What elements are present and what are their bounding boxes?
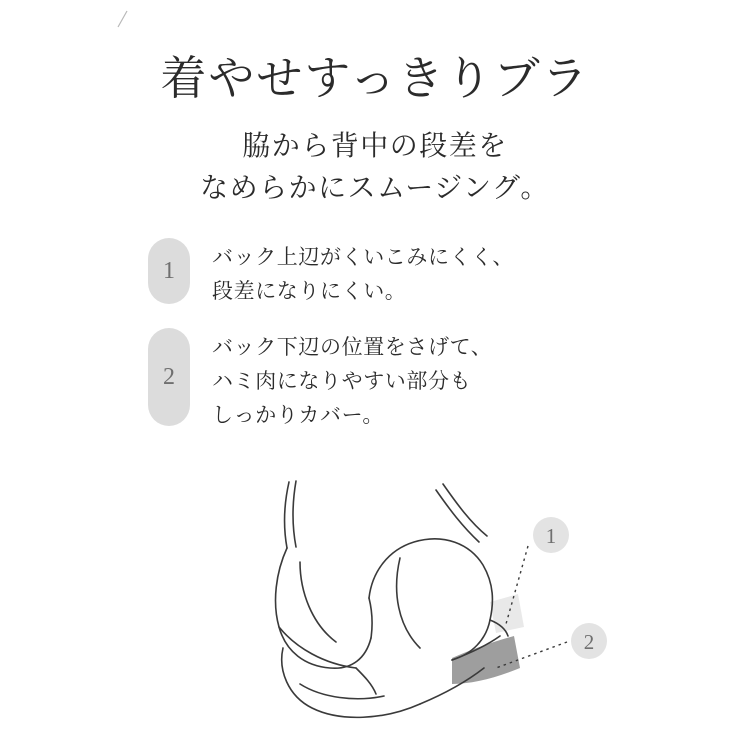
highlight-upper-back-area: [490, 594, 524, 633]
feature-description-line: 段差になりにくい。: [212, 279, 407, 304]
feature-number-badge: 1: [148, 238, 190, 304]
callout-2-label: 2: [583, 630, 595, 654]
list-item: [148, 238, 618, 308]
right-cup: [369, 539, 492, 620]
page-subtitle: [0, 126, 750, 210]
right-strap-inner: [436, 490, 479, 542]
feature-description-line: ハミ肉になりやすい部分も: [212, 369, 472, 394]
page-title: 着やせすっきりブラ: [160, 53, 590, 104]
left-strap: [285, 482, 289, 548]
underband-top: [279, 627, 356, 668]
feature-description: [212, 328, 492, 432]
center-gore: [356, 668, 376, 694]
feature-description-line: バック上辺がくいこみにくく、: [212, 245, 514, 269]
feature-description: [212, 238, 514, 308]
page-subtitle-line-2: なめらかにスムージング。: [200, 173, 550, 204]
bra-illustration: [0, 452, 750, 750]
highlight-lower-back-area: [452, 636, 520, 684]
feature-description-line: しっかりカバー。: [212, 403, 384, 428]
feature-list: [148, 238, 618, 452]
left-strap-inner: [293, 481, 296, 547]
left-cup-seam: [300, 562, 336, 642]
feature-number-badge: 2: [148, 328, 190, 426]
callout-1-label: 1: [545, 524, 557, 548]
right-cup-seam: [397, 558, 420, 648]
center-bridge: [369, 598, 372, 638]
feature-description-line: バック下辺の位置をさげて、: [212, 335, 493, 360]
underband-left: [282, 648, 420, 717]
page-subtitle-line-1: 脇から背中の段差を: [242, 131, 508, 162]
left-cup: [276, 548, 371, 668]
corner-tick-icon: [116, 10, 130, 28]
list-item: [148, 328, 618, 432]
